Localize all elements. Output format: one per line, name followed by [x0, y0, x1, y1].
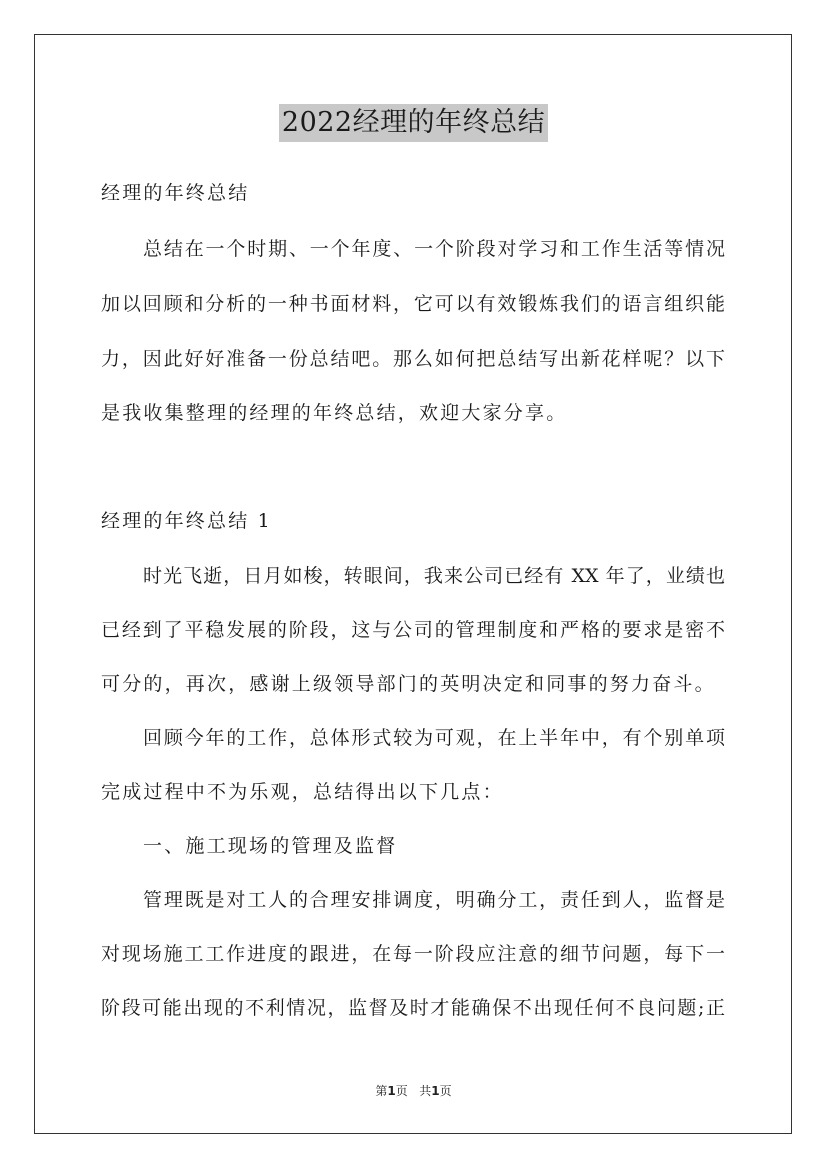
paragraph-line: 管理既是对工人的合理安排调度，明确分工，责任到人，监督是 — [143, 889, 725, 911]
paragraph-line: 力，因此好好准备一份总结吧。那么如何把总结写出新花样呢？以下 — [101, 348, 725, 370]
paragraph-line: 完成过程中不为乐观，总结得出以下几点： — [101, 781, 504, 803]
page-total: 1 — [431, 1084, 440, 1098]
section-heading: 经理的年终总结 1 — [101, 510, 272, 532]
paragraph-line: 时光飞逝，日月如梭，转眼间，我来公司已经有 XX 年了，业绩也 — [143, 565, 725, 587]
paragraph-line: 加以回顾和分析的一种书面材料，它可以有效锻炼我们的语言组织能 — [101, 293, 725, 315]
page-footer — [0, 1083, 827, 1099]
page-number-suffix: 页 — [395, 1084, 408, 1098]
page-total-prefix: 共 — [419, 1084, 432, 1098]
paragraph-line: 总结在一个时期、一个年度、一个阶段对学习和工作生活等情况 — [143, 238, 725, 260]
title-container — [0, 104, 827, 142]
paragraph-line: 可分的，再次，感谢上级领导部门的英明决定和同事的努力奋斗。 — [101, 673, 716, 695]
paragraph-line: 是我收集整理的经理的年终总结，欢迎大家分享。 — [101, 402, 568, 424]
paragraph-line: 回顾今年的工作，总体形式较为可观，在上半年中，有个别单项 — [143, 727, 725, 749]
page-total-suffix: 页 — [439, 1084, 452, 1098]
paragraph-line: 已经到了平稳发展的阶段，这与公司的管理制度和严格的要求是密不 — [101, 619, 725, 641]
document-title: 2022经理的年终总结 — [279, 104, 548, 142]
subsection-heading: 一、施工现场的管理及监督 — [143, 835, 398, 857]
page-number-prefix: 第 — [375, 1084, 388, 1098]
paragraph-line: 阶段可能出现的不利情况，监督及时才能确保不出现任何不良问题;正 — [101, 997, 725, 1019]
page-number: 1 — [387, 1084, 396, 1098]
paragraph-line: 对现场施工工作进度的跟进，在每一阶段应注意的细节问题，每下一 — [101, 943, 725, 965]
section-heading: 经理的年终总结 — [101, 182, 250, 204]
